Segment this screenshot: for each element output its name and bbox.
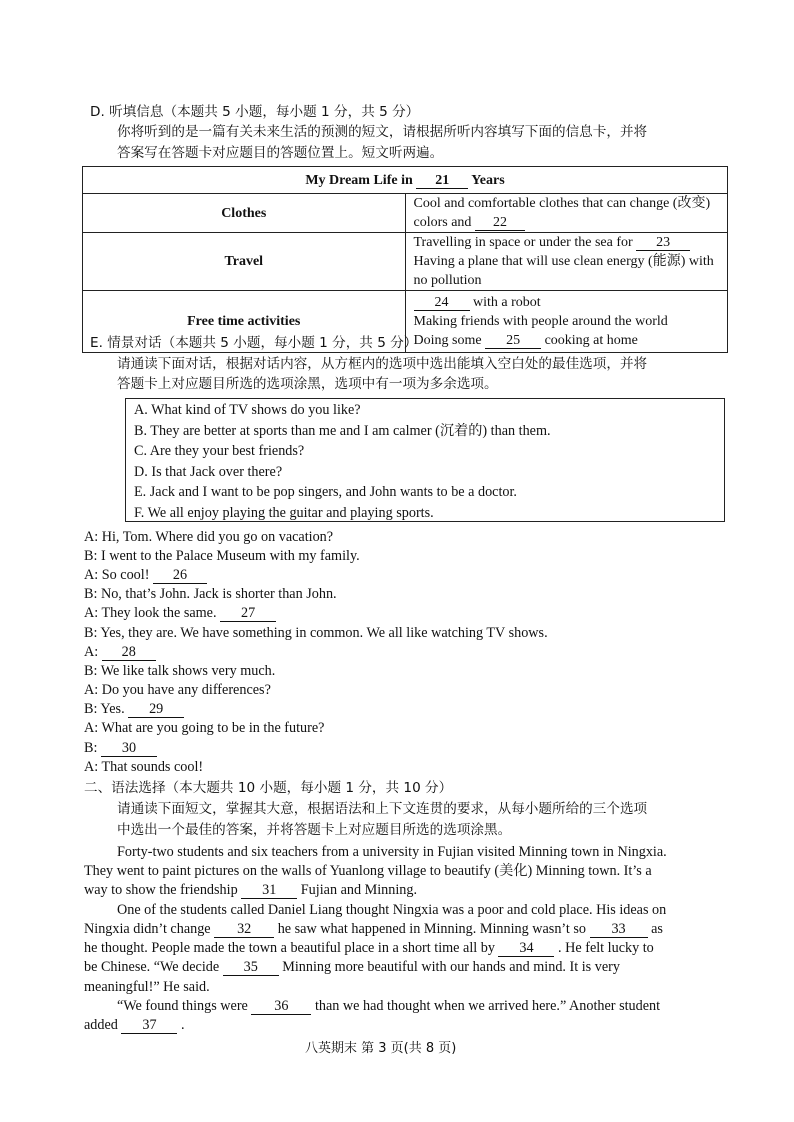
blank-28[interactable]: 28 (102, 645, 156, 661)
dialogue-line: B: 30 (84, 739, 157, 758)
blank-36[interactable]: 36 (251, 999, 311, 1015)
section-e-instruction-2: 答题卡上对应题目所选的选项涂黑，选项中有一项为多余选项。 (117, 376, 498, 392)
blank-35[interactable]: 35 (223, 960, 279, 976)
passage-line: added 37 . (84, 1017, 185, 1033)
passage-line: One of the students called Daniel Liang thought Ningxia was a poor and cold place. His ideas on (117, 902, 667, 918)
section-d-instruction-2: 答案写在答题卡对应题目的答题位置上。短文听两遍。 (117, 145, 444, 161)
blank-30[interactable]: 30 (101, 741, 157, 757)
dialogue-line: B: I went to the Palace Museum with my family. (84, 548, 360, 564)
blank-25[interactable]: 25 (485, 333, 541, 349)
dialogue-line: A: That sounds cool! (84, 759, 204, 775)
dialogue-line: A: Do you have any differences? (84, 682, 271, 698)
blank-21[interactable]: 21 (416, 173, 468, 189)
row-label-free-time: Free time activities (83, 291, 406, 353)
blank-29[interactable]: 29 (128, 702, 184, 718)
options-box (125, 398, 725, 522)
dialogue-line: B: Yes. 29 (84, 700, 184, 719)
section-2-title: 二、语法选择（本大题共 10 小题，每小题 1 分，共 10 分） (84, 780, 453, 796)
passage-line: meaningful!” He said. (84, 979, 210, 995)
passage-line: be Chinese. “We decide 35 Minning more beautiful with our hands and mind. It is very (84, 959, 620, 975)
dialogue-line: A: So cool! 26 (84, 566, 207, 585)
blank-34[interactable]: 34 (498, 941, 554, 957)
section-d-title: D. 听填信息（本题共 5 小题，每小题 1 分，共 5 分） (90, 104, 420, 120)
blank-31[interactable]: 31 (241, 883, 297, 899)
passage-line: Ningxia didn’t change 32 he saw what happened in Minning. Minning wasn’t so 33 as (84, 921, 663, 937)
row-label-travel: Travel (83, 233, 406, 291)
passage-line: They went to paint pictures on the walls of Yuanlong village to beautify (美化) Minning town. It’s a (84, 863, 652, 879)
info-card-title: My Dream Life in 21 Years (83, 167, 728, 194)
section-e-title: E. 情景对话（本题共 5 小题，每小题 1 分，共 5 分） (90, 335, 418, 351)
passage-line: way to show the friendship 31 Fujian and Minning. (84, 882, 418, 898)
passage-line: “We found things were 36 than we had thought when we arrived here.” Another student (117, 998, 661, 1014)
row-content-travel: Travelling in space or under the sea for 23 Having a plane that will use clean energy (能源) with no pollution (405, 233, 728, 291)
option-c: C. Are they your best friends? (134, 443, 305, 459)
section-2-instruction-2: 中选出一个最佳的答案，并将答题卡上对应题目所选的选项涂黑。 (117, 822, 512, 838)
option-a: A. What kind of TV shows do you like? (134, 402, 361, 418)
section-2-instruction-1: 请通读下面短文，掌握其大意，根据语法和上下文连贯的要求，从每小题所给的三个选项 (117, 801, 648, 817)
section-d-instruction-1: 你将听到的是一篇有关未来生活的预测的短文，请根据所听内容填写下面的信息卡，并将 (117, 124, 648, 140)
row-content-free-time: 24 with a robot Making friends with people around the world Doing some 25 cooking at home (405, 291, 728, 353)
blank-23[interactable]: 23 (636, 235, 690, 251)
option-d: D. Is that Jack over there? (134, 463, 283, 480)
section-e-instruction-1: 请通读下面对话，根据对话内容，从方框内的选项中选出能填入空白处的最佳选项，并将 (117, 356, 648, 372)
dialogue-line: A: Hi, Tom. Where did you go on vacation? (84, 529, 334, 545)
dialogue-line: A: They look the same. 27 (84, 604, 276, 623)
page-footer: 八英期末 第 3 页(共 8 页) (305, 1041, 457, 1056)
blank-26[interactable]: 26 (153, 568, 207, 584)
passage-line: he thought. People made the town a beautiful place in a short time all by 34 . He felt lucky to (84, 940, 654, 956)
row-label-clothes: Clothes (83, 194, 406, 233)
row-content-clothes: Cool and comfortable clothes that can change (改变) colors and 22 (405, 194, 728, 233)
blank-24[interactable]: 24 (414, 295, 470, 311)
blank-27[interactable]: 27 (220, 606, 276, 622)
passage-line: Forty-two students and six teachers from a university in Fujian visited Minning town in Ningxia. (117, 844, 667, 860)
dialogue-line: A: What are you going to be in the future? (84, 720, 325, 736)
option-e: E. Jack and I want to be pop singers, and John wants to be a doctor. (134, 484, 517, 500)
dialogue-line: B: Yes, they are. We have something in common. We all like watching TV shows. (84, 625, 548, 641)
option-f: F. We all enjoy playing the guitar and playing sports. (134, 504, 434, 521)
blank-22[interactable]: 22 (475, 215, 525, 231)
dialogue-line: A: 28 (84, 643, 156, 662)
option-b: B. They are better at sports than me and I am calmer (沉着的) than them. (134, 422, 551, 439)
dialogue-line: B: No, that’s John. Jack is shorter than John. (84, 586, 337, 602)
blank-33[interactable]: 33 (590, 922, 648, 938)
blank-37[interactable]: 37 (121, 1018, 177, 1034)
info-card-table (82, 166, 728, 353)
dialogue-line: B: We like talk shows very much. (84, 663, 276, 679)
blank-32[interactable]: 32 (214, 922, 274, 938)
